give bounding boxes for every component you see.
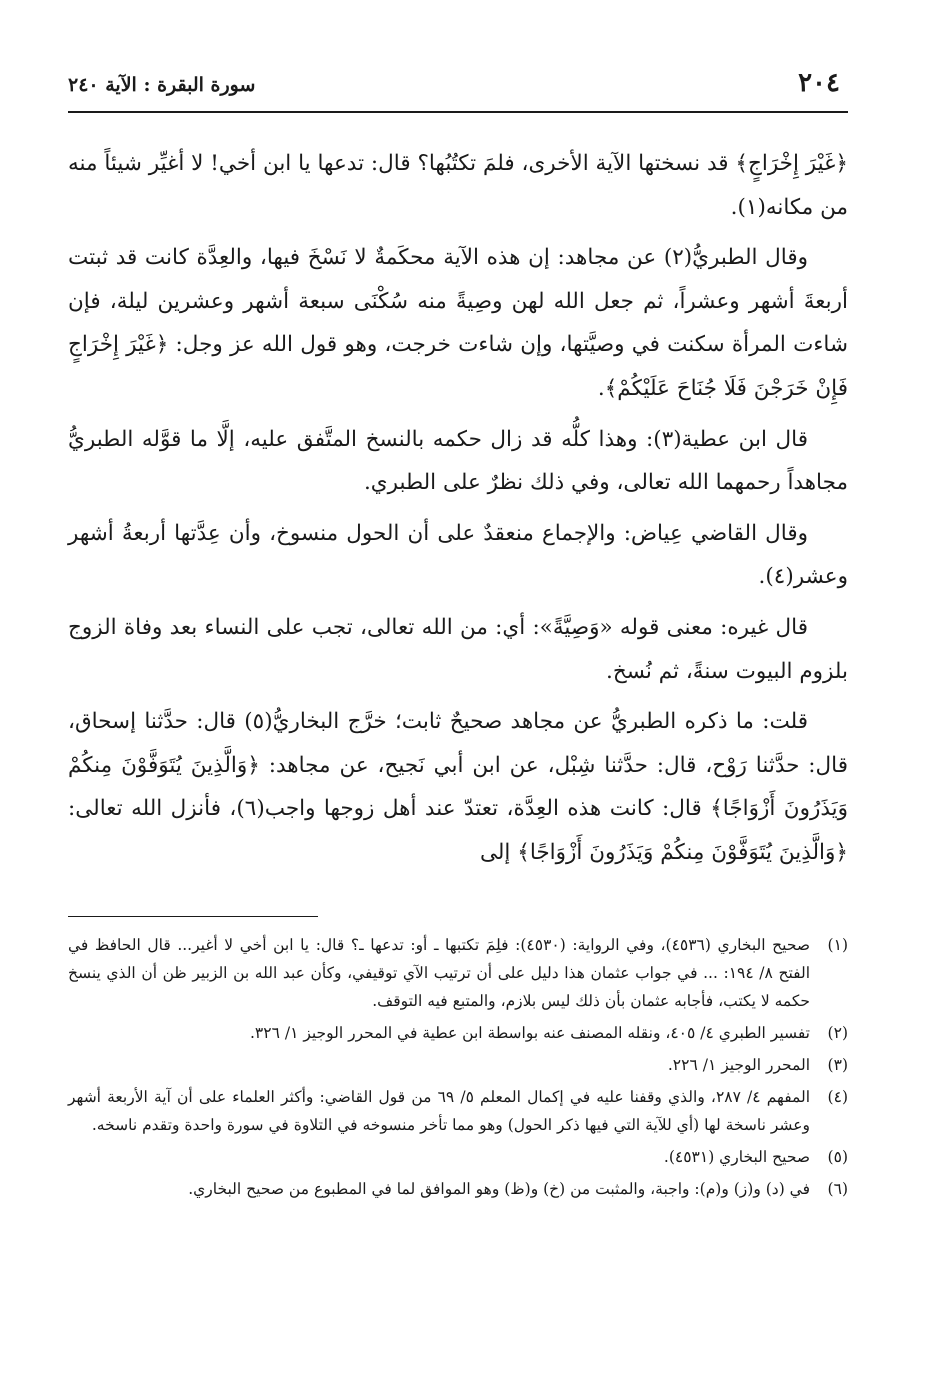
footnote — [68, 931, 848, 1015]
paragraph: وقال القاضي عِياض: والإجماع منعقدٌ على أن الحول منسوخ، وأن عِدَّتها أربعةُ أشهر وعشر(٤). — [68, 520, 848, 590]
footnote-text: صحيح البخاري (٤٥٣١). — [663, 1148, 810, 1166]
footnote-number: (٣) — [827, 1056, 848, 1074]
footnote-number: (٤) — [827, 1088, 848, 1106]
page-number: ٢٠٤ — [798, 68, 840, 98]
footnote-number: (٦) — [827, 1180, 848, 1198]
footnote-text: تفسير الطبري ٤/ ٤٠٥، ونقله المصنف عنه بواسطة ابن عطية في المحرر الوجيز ١/ ٣٢٦. — [249, 1024, 810, 1042]
footnote-text: صحيح البخاري (٤٥٣٦)، وفي الرواية: (٤٥٣٠): فلِمَ تكتبها ـ أو: تدعها ـ؟ قال: يا ابن أخي لا أغير... قال الحافظ في الفتح ٨/ ١٩٤: ... في جواب عثمان هذا دليل على أن ترتيب الآي توقيفي، وكأن عبد الله بن الزبير ظن أن الذي ينسخ حكمه لا يكتب، فأجابه عثمان بأن ذلك ليس بلازم، والمتبع فيه التوقف. — [68, 936, 810, 1010]
footnote — [68, 1143, 848, 1171]
paragraph: قال ابن عطية(٣): وهذا كلُّه قد زال حكمه بالنسخ المتَّفق عليه، إلَّا ما قوَّله الطبريُّ مجاهداً رحمهما الله تعالى، وفي ذلك نظرٌ على الطبري. — [68, 426, 848, 496]
footnote-number: (١) — [827, 936, 848, 954]
footnote-text: المفهم ٤/ ٢٨٧، والذي وقفنا عليه في إكمال المعلم ٥/ ٦٩ من قول القاضي: وأكثر العلماء على أن آية الأربعة أشهر وعشر ناسخة لها (أي للآية التي فيها ذكر الحول) وهو مما تأخر منسوخه في التلاوة في سورة واحدة وتقدم ناسخه. — [68, 1088, 811, 1134]
header-rule — [68, 111, 848, 113]
paragraph: قلت: ما ذكره الطبريُّ عن مجاهد صحيحٌ ثابت؛ خرَّج البخاريُّ(٥) قال: حدَّثنا إسحاق، قال: حدَّثنا رَوْح، قال: حدَّثنا شِبْل، عن ابن أبي نَجيح، عن مجاهد: ﴿وَالَّذِينَ يُتَوَفَّوْنَ مِنكُمْ وَيَذَرُونَ أَزْوَاجًا﴾ قال: كانت هذه العِدَّة، تعتدّ عند أهل زوجها واجب(٦)، فأنزل الله تعالى: ﴿وَالَّذِينَ يُتَوَفَّوْنَ مِنكُمْ وَيَذَرُونَ أَزْوَاجًا﴾ إلى — [68, 709, 848, 865]
running-header — [68, 66, 848, 108]
footnote-text: في (د) و(ز) و(م): واجبة، والمثبت من (خ) و(ظ) وهو الموافق لما في المطبوع من صحيح البخاري. — [188, 1180, 810, 1198]
paragraph: وقال الطبريُّ(٢) عن مجاهد: إن هذه الآية محكَمةٌ لا نَسْخَ فيها، والعِدَّة كانت قد ثبتت أربعةَ أشهر وعشراً، ثم جعل الله لهن وصِيةً منه سُكْنَى سبعة أشهر وعشرين ليلة، فإن شاءت المرأة سكنت في وصيَّتها، وإن شاءت خرجت، وهو قول الله عز وجل: ﴿غَيْرَ إِخْرَاجٍ فَإِنْ خَرَجْنَ فَلَا جُنَاحَ عَلَيْكُمْ﴾. — [68, 245, 848, 401]
header-title: سورة البقرة : الآية ٢٤٠ — [68, 74, 256, 96]
footnote — [68, 1019, 848, 1047]
footnote — [68, 1083, 848, 1139]
paragraph: ﴿غَيْرَ إِخْرَاجٍ﴾ قد نسختها الآية الأخرى، فلمَ تكتُبُها؟ قال: تدعها يا ابن أخي! لا أغيِّر شيئاً منه من مكانه(١). — [68, 151, 848, 220]
footnote — [68, 1051, 848, 1079]
footnote-number: (٥) — [827, 1148, 848, 1166]
footnote — [68, 1175, 848, 1203]
footnotes — [68, 931, 848, 1207]
paragraph: قال غيره: معنى قوله «وَصِيَّةً»: أي: من الله تعالى، تجب على النساء بعد وفاة الزوج بلزوم البيوت سنةً، ثم نُسخ. — [68, 614, 848, 684]
main-text — [68, 142, 848, 882]
footnote-number: (٢) — [827, 1024, 848, 1042]
footnote-text: المحرر الوجيز ١/ ٢٢٦. — [667, 1056, 810, 1074]
footnote-separator — [68, 916, 318, 917]
